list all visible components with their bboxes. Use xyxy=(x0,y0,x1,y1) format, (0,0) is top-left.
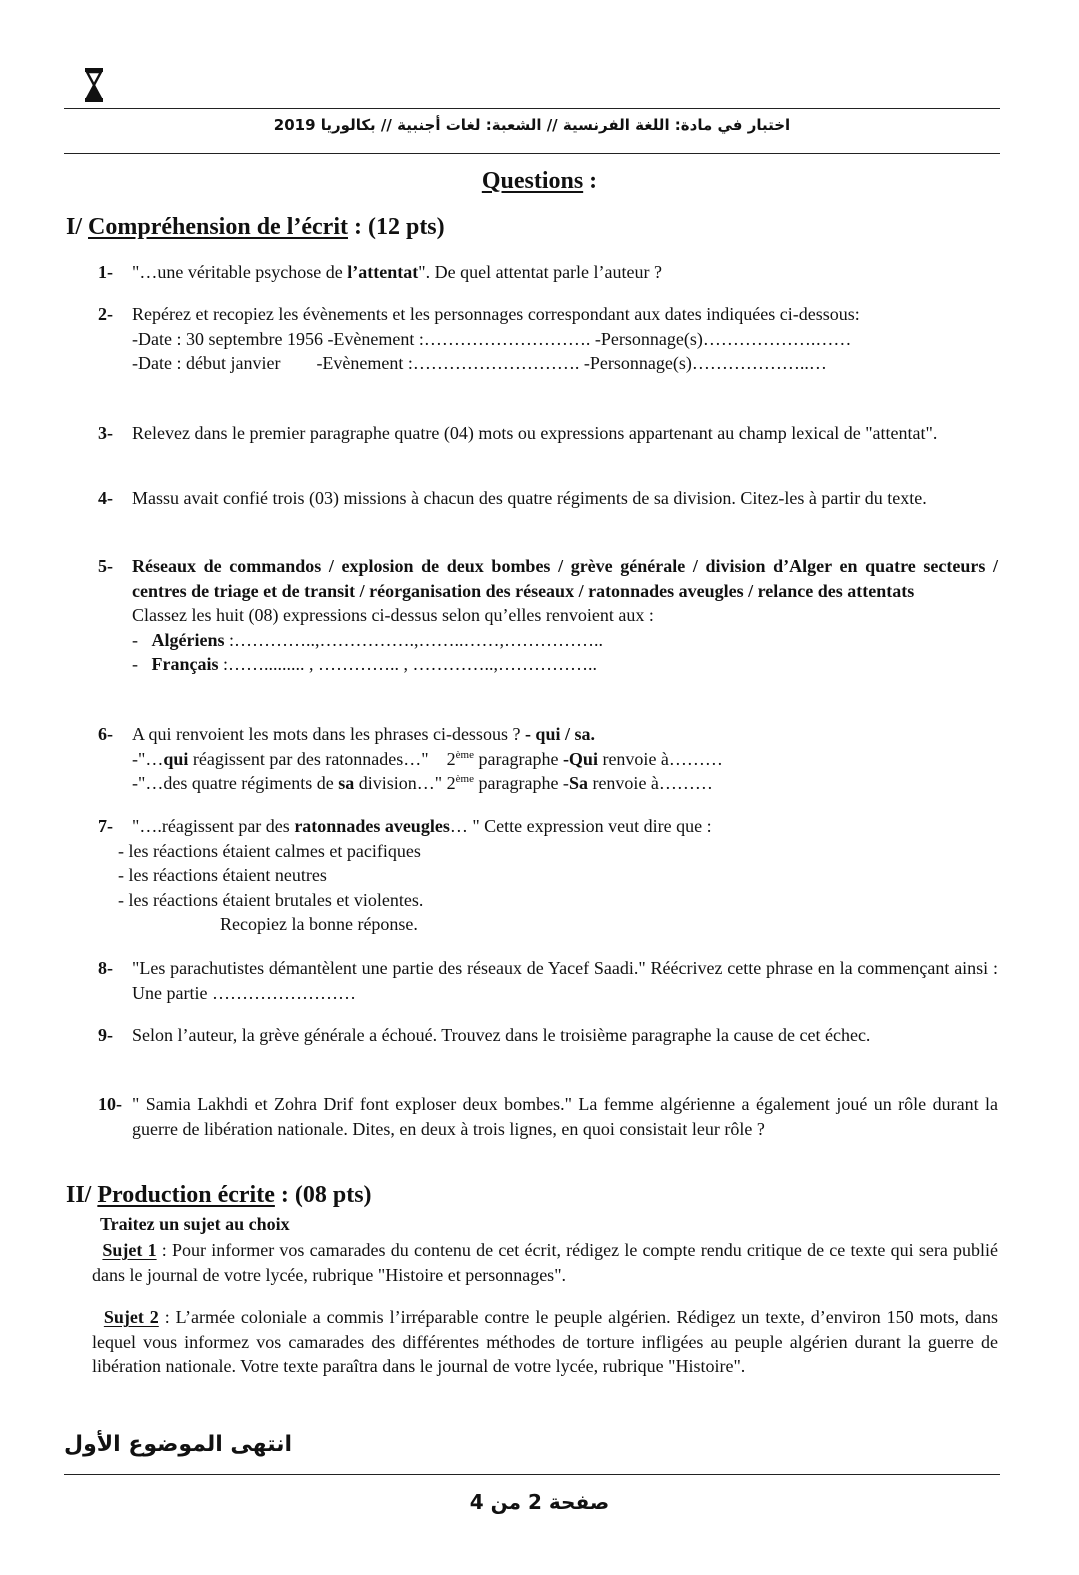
sujet-1: Sujet 1 : Pour informer vos camarades du contenu de cet écrit, rédigez le compte rendu critique de ce texte qui sera publié dans le journal de votre lycée, rubrique "Histoire et personnages". xyxy=(92,1240,998,1285)
francais-line: - Français :……......... , ………….. , …………..,…………….. xyxy=(132,654,598,674)
reference-line-2: -"…des quatre régiments de sa division…" 2ème paragraphe -Sa renvoie à……… xyxy=(132,773,713,793)
question-1: 1- "…une véritable psychose de l’attentat". De quel attentat parle l’auteur ? xyxy=(98,262,662,282)
end-of-subject-note: انتهى الموضوع الأول xyxy=(64,1432,292,1457)
date-line-2: -Date : début janvier -Evènement :………………………. -Personnage(s)………………..… xyxy=(132,353,827,373)
date-line-1: -Date : 30 septembre 1956 -Evènement :………………………. -Personnage(s)……………….…… xyxy=(132,328,852,349)
algeriens-line: - Algériens :…………..,…………….,……..……,…………….. xyxy=(132,629,603,650)
question-7: 7- "….réagissent par des ratonnades aveugles… " Cette expression veut dire que : - les réactions étaient calmes et pacifiques - les réactions étaient neutres - les réactions étaient brutales et violentes. Recopiez la bonne réponse. xyxy=(98,814,998,937)
question-2: 2- Repérez et recopiez les évènements et les personnages correspondant aux dates indiquées ci-dessous: -Date : 30 septembre 1956 -Evènement :………………………. -Personnage(s)……………….…… -Date : début janvier -Evènement :………………………. -Personnage(s)………………..… xyxy=(98,302,998,376)
option-2: - les réactions étaient neutres xyxy=(118,865,327,885)
option-3: - les réactions étaient brutales et violentes. xyxy=(118,889,424,910)
section-production-heading: II/ Production écrite : (08 pts) xyxy=(66,1182,372,1208)
question-10: 10- " Samia Lakhdi et Zohra Drif font exploser deux bombes." La femme algérienne a également joué un rôle durant la guerre de libération nationale. Dites, en deux à trois lignes, en quoi consistait leur rôle ? xyxy=(98,1094,998,1139)
production-instruction: Traitez un sujet au choix xyxy=(100,1214,290,1234)
hourglass-icon xyxy=(84,68,104,102)
question-8: 8- "Les parachutistes démantèlent une partie des réseaux de Yacef Saadi." Réécrivez cette phrase en la commençant ainsi : Une partie …………………… xyxy=(98,958,998,1003)
expressions-list: Réseaux de commandos / explosion de deux bombes / grève générale / division d’Alger en quatre secteurs / centres de triage et de transit / réorganisation des réseaux / ratonnades aveugles / relance des attentats xyxy=(132,556,998,601)
reference-line-1: -"…qui réagissent par des ratonnades…" 2ème paragraphe -Qui renvoie à……… xyxy=(132,748,723,769)
exam-header: اختبار في مادة: اللغة الفرنسية // الشعبة: لغات أجنبية // بكالوريا 2019 xyxy=(273,116,791,134)
question-6: 6- A qui renvoient les mots dans les phrases ci-dessous ? - qui / sa. -"…qui réagissent par des ratonnades…" 2ème paragraphe -Qui renvoie à……… -"…des quatre régiments de sa division…" 2ème paragraphe -Sa renvoie à……… xyxy=(98,722,998,796)
question-3: 3- Relevez dans le premier paragraphe quatre (04) mots ou expressions appartenant au champ lexical de "attentat". xyxy=(98,423,938,443)
question-9: 9- Selon l’auteur, la grève générale a échoué. Trouvez dans le troisième paragraphe la cause de cet échec. xyxy=(98,1025,871,1045)
sujet-2: Sujet 2 : L’armée coloniale a commis l’irréparable contre le peuple algérien. Rédigez un texte, d’environ 150 mots, dans lequel vous informez vos camarades des différentes méthodes de torture infligées au peuple algérien durant la guerre de libération nationale. Votre texte paraîtra dans le journal de votre lycée, rubrique "Histoire". xyxy=(92,1307,999,1376)
header-top-rule xyxy=(64,108,1000,109)
page-number: صفحة 2 من 4 xyxy=(469,1490,610,1514)
section-comprehension-heading: I/ Compréhension de l’écrit : (12 pts) xyxy=(66,214,445,240)
question-5: 5- Réseaux de commandos / explosion de deux bombes / grève générale / division d’Alger en quatre secteurs / centres de triage et de transit / réorganisation des réseaux / ratonnades aveugles / relance des attentats Classez les huit (08) expressions ci-dessus selon qu’elles renvoient aux : - Algériens :…………..,…………….,……..……,…………….. - Français :……......... , ………….. , …………..,…………….. xyxy=(98,554,998,677)
question-4: 4- Massu avait confié trois (03) missions à chacun des quatre régiments de sa division. Citez-les à partir du texte. xyxy=(98,488,927,508)
page-title: Questions : xyxy=(481,168,598,194)
questions-title-text: Questions xyxy=(481,168,584,194)
header-bottom-rule xyxy=(64,153,1000,154)
footer-rule xyxy=(64,1474,1000,1475)
option-1: - les réactions étaient calmes et pacifiques xyxy=(118,840,421,861)
